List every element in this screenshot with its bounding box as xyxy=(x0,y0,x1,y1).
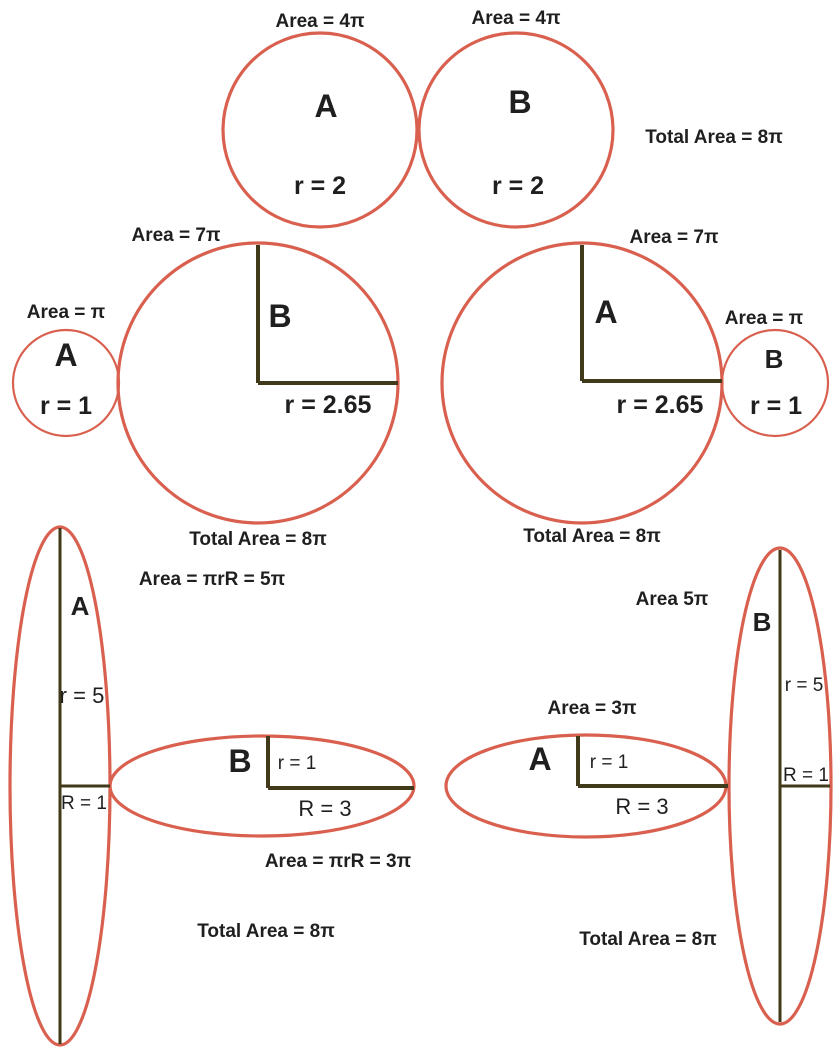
circle-b-area-label: Area = 4π xyxy=(471,8,561,29)
circle-b-letter: B xyxy=(508,84,532,120)
small-circle-a-radius-label: r = 1 xyxy=(39,392,93,420)
circle-a-area-label: Area = 4π xyxy=(275,11,365,32)
tall-ellipse-a-r-label: r = 5 xyxy=(59,683,105,708)
tall-ellipse-a-area-label: Area = πrR = 5π xyxy=(138,569,286,590)
small-circle-b-radius-label: r = 1 xyxy=(749,392,803,420)
row1-total-area: Total Area = 8π xyxy=(645,127,783,148)
wide-ellipse-a-area-label: Area = 3π xyxy=(547,698,637,719)
small-circle-b-area-label: Area = π xyxy=(724,308,804,329)
large-circle-a-radius-label: r = 2.65 xyxy=(616,391,704,419)
tall-ellipse-b-r-label: r = 5 xyxy=(784,675,824,696)
row3-right-total-area: Total Area = 8π xyxy=(579,929,717,950)
large-circle-b-letter: B xyxy=(268,298,292,334)
row2-left-total-area: Total Area = 8π xyxy=(189,529,327,550)
wide-ellipse-b-R-label: R = 3 xyxy=(298,796,352,821)
small-circle-a-letter: A xyxy=(54,337,78,373)
wide-ellipse-b-letter: B xyxy=(228,743,252,779)
large-circle-a-letter: A xyxy=(594,294,618,330)
tall-ellipse-b-area-label: Area 5π xyxy=(635,589,709,610)
circle-a-radius-label: r = 2 xyxy=(293,172,347,200)
wide-ellipse-b-area-label: Area = πrR = 3π xyxy=(264,851,412,872)
wide-ellipse-a-letter: A xyxy=(528,741,552,777)
small-circle-a-area-label: Area = π xyxy=(26,302,106,323)
wide-ellipse-b-r-label: r = 1 xyxy=(277,753,317,774)
small-circle-b-letter: B xyxy=(764,344,784,374)
tall-ellipse-a-letter: A xyxy=(70,591,90,621)
tall-ellipse-b-letter: B xyxy=(752,607,772,637)
large-circle-b-area-label: Area = 7π xyxy=(131,225,221,246)
tall-ellipse-b-R-label: R = 1 xyxy=(783,765,829,786)
large-circle-b-radius-label: r = 2.65 xyxy=(284,391,372,419)
row3-left-total-area: Total Area = 8π xyxy=(197,921,335,942)
tall-ellipse-a-R-label: R = 1 xyxy=(61,793,107,814)
large-circle-a-area-label: Area = 7π xyxy=(629,227,719,248)
circle-b-radius-label: r = 2 xyxy=(491,172,545,200)
row2-right-total-area: Total Area = 8π xyxy=(523,526,661,547)
wide-ellipse-a-R-label: R = 3 xyxy=(615,794,669,819)
circle-a-letter: A xyxy=(314,88,338,124)
wide-ellipse-a-r-label: r = 1 xyxy=(589,752,629,773)
